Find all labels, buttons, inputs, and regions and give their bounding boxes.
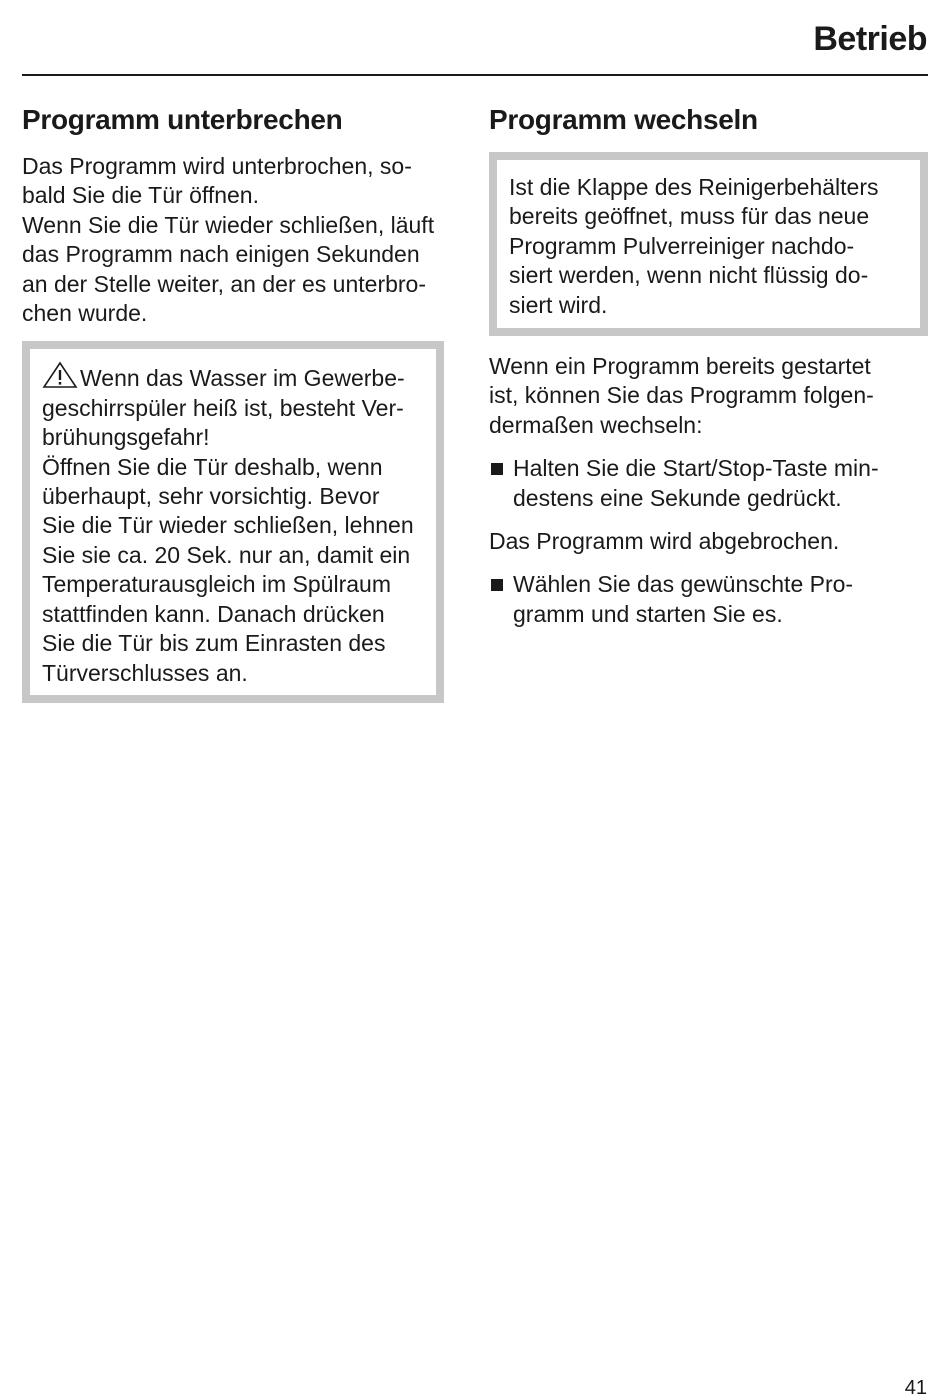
- interrupt-paragraph: [22, 152, 462, 328]
- list-item: [489, 570, 929, 629]
- note-line: Programm Pulverreiniger nachdo-: [509, 232, 855, 259]
- text-line: destens eine Sekunde gedrückt.: [513, 484, 842, 511]
- heading-programm-unterbrechen: Programm unterbrechen: [22, 104, 343, 135]
- note-line: bereits geöffnet, muss für das neue: [509, 203, 870, 230]
- text-line: gramm und starten Sie es.: [513, 600, 783, 627]
- text-line: das Programm nach einigen Sekunden: [22, 241, 420, 268]
- note-line: siert werden, wenn nicht flüssig do-: [509, 262, 869, 289]
- note-line: Ist die Klappe des Reinigerbehälters: [509, 174, 879, 200]
- warning-line: Türverschlusses an.: [42, 659, 248, 686]
- text-line: Halten Sie die Start/Stop-Taste min-: [513, 455, 879, 482]
- text-line: Wenn ein Programm bereits gestartet: [489, 353, 871, 380]
- text-line: ist, können Sie das Programm folgen-: [489, 382, 874, 409]
- section-title: Betrieb: [813, 20, 927, 58]
- bullet-square-icon: [491, 463, 503, 475]
- text-line: Das Programm wird abgebrochen.: [489, 528, 840, 555]
- warning-line: geschirrspüler heiß ist, besteht Ver-: [42, 394, 404, 421]
- header-rule: [22, 74, 928, 76]
- warning-line: Sie die Tür wieder schließen, lehnen: [42, 512, 414, 539]
- warning-line: Temperaturausgleich im Spülraum: [42, 571, 391, 598]
- warning-box: [22, 341, 444, 702]
- text-line: Wählen Sie das gewünschte Pro-: [513, 571, 854, 598]
- text-line: chen wurde.: [22, 300, 148, 327]
- warning-line: überhaupt, sehr vorsichtig. Bevor: [42, 483, 380, 510]
- note-line: siert wird.: [509, 291, 608, 318]
- note-box: [489, 152, 928, 336]
- warning-line: Sie die Tür bis zum Einrasten des: [42, 630, 386, 657]
- text-line: bald Sie die Tür öffnen.: [22, 182, 259, 209]
- bullet-square-icon: [491, 579, 503, 591]
- text-line: Das Programm wird unterbrochen, so-: [22, 153, 412, 179]
- abort-paragraph: [489, 527, 929, 556]
- warning-line: Sie sie ca. 20 Sek. nur an, damit ein: [42, 541, 411, 568]
- text-line: an der Stelle weiter, an der es unterbro-: [22, 270, 427, 297]
- warning-line: Öffnen Sie die Tür deshalb, wenn: [42, 453, 383, 480]
- change-intro-paragraph: [489, 352, 929, 440]
- text-line: dermaßen wechseln:: [489, 411, 703, 438]
- warning-first-line: [42, 361, 424, 393]
- heading-programm-wechseln: Programm wechseln: [489, 104, 758, 135]
- warning-line: stattfinden kann. Danach drücken: [42, 600, 385, 627]
- right-column: [489, 100, 929, 629]
- warning-triangle-icon: [42, 361, 78, 389]
- list-item: [489, 454, 929, 513]
- warning-text-start: Wenn das Wasser im Gewerbe-: [80, 365, 405, 392]
- text-line: Wenn Sie die Tür wieder schließen, läuft: [22, 211, 435, 238]
- page-number: 41: [904, 1377, 927, 1399]
- warning-line: brühungsgefahr!: [42, 424, 210, 451]
- left-column: [22, 100, 462, 703]
